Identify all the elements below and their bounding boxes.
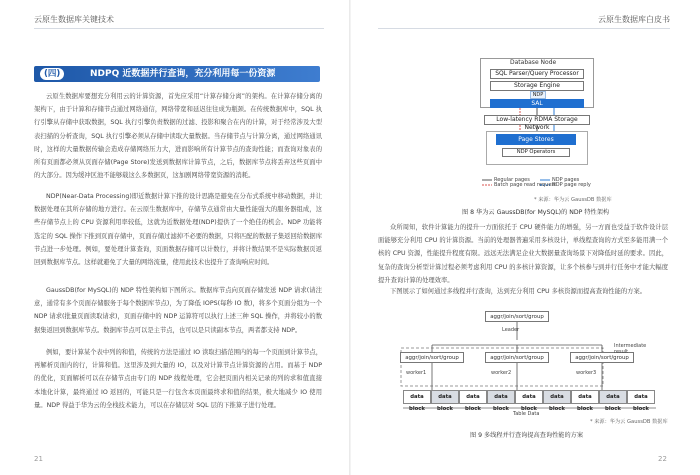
worker3-label: worker3 — [576, 370, 597, 376]
paragraph-1: 云原生数据库要想充分利用云的计算资源，首先应采用“计算存储分离”的架构。在计算存储分离的架构下，由于计算和存储节点通过网络通信，网络带宽和延迟往往成为瓶颈。在传统数据库中，SQL 执行引擎从存储中获取数据，SQL 执行引擎负责数据的过滤、投影和聚合在内的计算，对于经常涉及大型表扫描的分析查询，SQL 执行引擎必须从存储中读取大量数据。当存储节点与计算分离，通过网络通讯时，这样的大量数据传输会造成存储网络压力大，进而影响所有计算节点的查询性能；而查询对象表的所有页面都必须从页面存储(Page Store)发送到数据库计算节点，之后，数据库节点将丢弃这些页面中的大部分。因为缓冲区池不能够载这么多数据页，这加剧网络带宽资源的消耗。 — [34, 93, 322, 180]
rdma-network-box: Low-latency RDMA Storage Network — [484, 115, 590, 125]
legend-batch-request: Batch page read request — [494, 182, 556, 188]
right-paragraph-1: 众所周知，软件计算能力的提升一方面依托于 CPU 硬件能力的增强，另一方面也受益于软件设计层面能够充分利用 CPU 的计算资源。当前的处理器普遍采用多核设计，单线程查询的方式至多能用满一个核的 CPU 资源，性能提升程度有限。远远无法满足企业大数据量查询场景下对降低时延的要求。因此，复杂的查询分析型计算过程必须考虑利用 CPU 的多核计算资源，让多个核参与到并行任务中才能大幅度提升查询计算的处理效率。 — [378, 224, 668, 284]
leader-label: Leader — [502, 327, 520, 333]
right-paragraph-2: 下图展示了如何通过多线程并行查询，达到充分利用 CPU 多核资源而提高查询性能的方案。 — [390, 288, 647, 295]
worker1-label: worker1 — [406, 370, 427, 376]
data-block: data block — [599, 390, 627, 404]
paragraph-4: 例如，要计算某个表中列的和值，传统的方法是通过 IO 读取扫描范围内的每一个页面到计算节点，再解析页面内的行，计算和值。这里涉及到大量的 IO，以及对计算节点计算资源的占用。而基于 NDP 的优化，页面解析可以在存储节点由专门的 NDP 线程处理，它会把页面内相关记录的列的求和值直接本地化计算，最终通过 IO 返回的，可能只是一行包含本页面最终求和值的结果，极大地减少 IO 使用量。NDP 得益于华为云的全栈技术能力，可以在存储层对 SQL 层的下推算子进行处理。 — [34, 349, 322, 409]
sql-parser-box: SQL Parser/Query Processor — [490, 69, 584, 79]
data-block: data block — [543, 390, 571, 404]
section-title: NDPQ 近数据并行查询，充分利用每一份资源 — [90, 69, 276, 79]
figure-9-source: * 来源：华为云 GaussDB 数据库 — [590, 419, 668, 425]
data-block: data block — [403, 390, 431, 404]
paragraph-3: GaussDB(for MySQL)的 NDP 特性架构如下图所示。数据库节点向页面存储发送 NDP 请求(请注意，通常有多个页面存储服务于每个数据库节点)，为了降低 IOPS(每秒 IO 数)，将多个页面分组为一个 NDP 请求(批量页面读取请求)，页面存储中的 NDP 运算符可以执行上述三种 SQL 操作，并将较小的数据集返回到数据库节点。数据库节点可以是主节点，也可以是只读副本节点，两者都支持 NDP。 — [34, 287, 322, 334]
legend-ndp-reply: NDP page reply — [552, 182, 591, 188]
figure-8-caption: 图 8 华为云 GaussDB(for MySQL)的 NDP 特性架构 — [462, 209, 610, 216]
right-page-number: 22 — [658, 455, 667, 463]
leader-aggregate-box: aggr/join/sort/group — [485, 311, 549, 322]
worker3-aggregate-box: aggr/join/sort/group — [570, 352, 634, 363]
storage-engine-box: Storage Engine — [490, 81, 584, 91]
section-number-tag: (四) — [40, 68, 64, 80]
intermediate-result-label: Intermediate result — [614, 343, 647, 355]
paragraph-2: NDP(Near-Data Processing)即近数据计算下推的设计思路是避免在分布式系统中移动数据，并让数据处理在其所存储的地方进行。在云原生数据库中，存储节点通常由大量性能强大的服务器组成，这些存储节点上的 CPU 资源利用率较低，这就为近数据处理(NDP)提供了一个绝佳的机会。NDP 功能将选定的 SQL 操作下推到页面存储中，页面存储过滤掉不必要的数据，只将匹配的数据子集返回给数据库节点进一步处理。例如，要处理计算查询，页面数据存储可以计数行，并将计数结果不是实际数据页返回到数据库节点。这样就避免了大量的网络流量，使用此技术也提升了查询响应时间。 — [34, 193, 322, 267]
left-page-number: 21 — [34, 455, 43, 463]
worker2-aggregate-box: aggr/join/sort/group — [485, 352, 549, 363]
data-block: data block — [627, 390, 655, 404]
figure-9-caption: 图 9 多线程并行查询提高查询性能的方案 — [470, 432, 584, 439]
engine-ndp-tag: NDP — [530, 91, 546, 99]
worker2-label: worker2 — [491, 370, 512, 376]
worker1-aggregate-box: aggr/join/sort/group — [400, 352, 464, 363]
legend-regular-pages: Regular pages — [494, 177, 530, 183]
data-block: data block — [431, 390, 459, 404]
figure-8-source: * 来源：华为云 GaussDB 数据库 — [534, 197, 612, 203]
right-running-header: 云原生数据库白皮书 — [598, 15, 670, 24]
legend-ndp-pages: NDP pages — [552, 177, 580, 183]
ndp-operators-box: NDP Operators — [502, 148, 570, 157]
right-header-rule — [378, 28, 670, 29]
data-block: data block — [487, 390, 515, 404]
sal-bar: SAL — [490, 99, 584, 108]
data-block: data block — [571, 390, 599, 404]
data-block: data block — [459, 390, 487, 404]
left-running-header: 云原生数据库关键技术 — [34, 15, 114, 24]
data-block: data block — [515, 390, 543, 404]
page-stores-box: Page Stores — [496, 134, 576, 145]
table-data-label: Table Data — [513, 411, 540, 417]
database-node-label: Database Node — [510, 59, 557, 66]
